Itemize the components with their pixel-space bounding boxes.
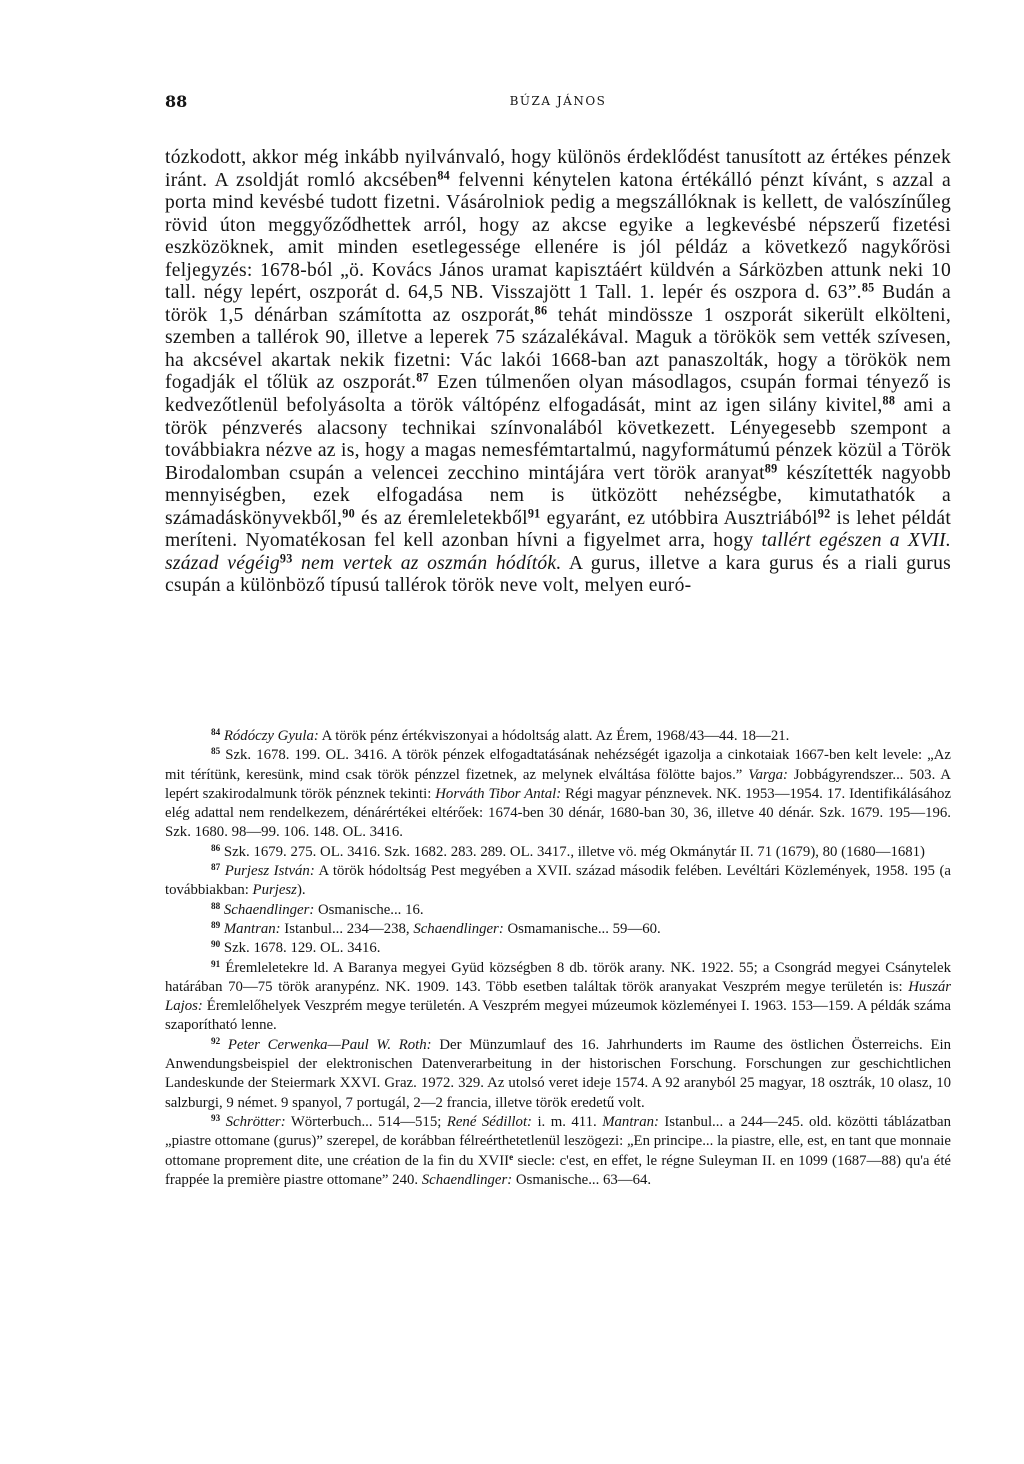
text-run: i. m. 411. — [531, 1113, 603, 1130]
italic-text: Varga: — [748, 766, 788, 783]
italic-text: Mantran: — [220, 920, 281, 937]
footnote-ref: e — [509, 1151, 514, 1162]
text-run: egyaránt, ez utóbbira Ausztriából — [540, 507, 818, 529]
text-run: felvenni kénytelen katona értékálló pénzt kívánt, s azzal a porta mind kevésbé tudott fizetni. Vásárolniok pedig a megszállóknak is kellett, de valószínűleg rövid úton meggyőződhettek arról, hogy az akcse egyike a legkevésbé népszerű fizetési eszközöknek, amit minden esetlegessége ellenére is jól példáz a következő nagykőrösi feljegyzés: 1678-ból „ö. Kovács János uramat kapisztáért küldvén a Sárközben attunk neki 10 tall. négy lepért, oszporát d. 64,5 NB. Visszajött 1 Tall. 1. lepér és oszpora d. 63”. — [165, 169, 952, 304]
italic-text: nem vertek az oszmán hódítók. — [292, 552, 562, 574]
footnote — [165, 1036, 951, 1113]
footnote-ref: 88 — [882, 393, 896, 408]
footnote — [165, 862, 951, 901]
footnote — [165, 920, 951, 939]
text-run: Budán a török 1,5 dénárban számította az oszporát, — [165, 282, 952, 326]
footnote-ref: 93 — [279, 551, 293, 566]
footnote-ref: 88 — [211, 900, 221, 911]
footnotes — [165, 727, 951, 1190]
footnote-ref: 92 — [211, 1035, 221, 1046]
text-run: Ezen túlmenően olyan másodlagos, csupán formai tényező is kedvezőtlenül befolyásolta a török váltópénz elfogadását, mint az igen silány kivitel, — [165, 372, 951, 417]
footnote — [165, 901, 951, 920]
footnote — [165, 727, 951, 746]
text-run: Szk. 1678. 199. OL. 3416. A török pénzek elfogadtatásának nehézségét igazolja a cinkotaiak 1667-ben kelt levele: „Az mit térítünk, keresünk, mind csak török pénzzel fizetnek, az melynek elváltása fölötte bajos.” — [165, 747, 951, 783]
italic-text: Schrötter: — [220, 1113, 286, 1130]
footnote — [165, 843, 951, 862]
footnote-ref: 84 — [211, 726, 221, 737]
text-run: Éremlelőhelyek Veszprém megye területén. A Veszprém megyei múzeumok közleményei I. 1963. 153—159. A példák száma szaporítható lenne. — [165, 998, 951, 1034]
text-run: ). — [296, 882, 306, 899]
footnote — [165, 959, 951, 1036]
text-run: Szk. 1678. 129. OL. 3416. — [220, 940, 381, 957]
footnote-ref: 85 — [861, 280, 875, 295]
italic-text: Huszár Lajos: — [165, 978, 951, 1015]
page-header — [165, 92, 951, 112]
italic-text: Schaendlinger: — [421, 1171, 513, 1188]
footnote-ref: 91 — [527, 506, 541, 521]
text-run: Jobbágyrendszer... 503. A lepért szakirodalmunk török pénznek tekinti: — [165, 766, 951, 802]
footnote-ref: 87 — [211, 862, 221, 873]
main-text — [165, 147, 951, 598]
footnote-ref: 86 — [534, 303, 548, 318]
footnote-ref: 84 — [437, 167, 450, 182]
text-run: A török pénz értékviszonyai a hódoltság alatt. Az Érem, 1968/43—44. 18—21. — [318, 728, 790, 744]
text-run: Régi magyar pénznevek. NK. 1953—1954. 17. Identifikálásához elég adattal nem rendelkezem, dénárértékei eltérőek: 1674-ben 30 dénár, 1680-ban 30, 36, illetve 40 dénár. Szk. 1679. 195—196. Szk. 1680. 98—99. 106. 148. OL. 3416. — [165, 785, 952, 841]
text-run: készítették nagyobb mennyiségben, ezek elfogadása nem is ütközött nehézségbe, kimutathatók a számadáskönyvekből, — [165, 462, 951, 529]
text-run: Der Münzumlauf des 16. Jahrhunderts im Raume des östlichen Österreichs. Ein Anwendungsbeispiel der elektronischen Datenverarbeitung in der historischen Forschung. Forschungen zur geschichtlichen Landeskunde der Steiermark XXVI. Graz. 1972. 329. Az utolsó veret ideje 1574. A 92 aranyból 25 magyar, 18 osztrák, 10 olasz, 10 salzburgi, 9 német. 9 spanyol, 7 portugál, 2—2 francia, illetve török eredetű volt. — [165, 1036, 952, 1111]
footnote-ref: 91 — [211, 958, 221, 969]
text-run: tehát mindössze 1 oszporát sikerült elkölteni, szemben a tallérok 90, illetve a leperek 75 százalékával. Maguk a törökök sem vették szívesen, ha akcsével akartak nekik fizetni: Vác lakói 1668-ban azt panaszolták, hogy a törökök nem fogadják el tőlük az oszporát. — [165, 304, 952, 394]
text-run: Osmanische... 63—64. — [512, 1171, 652, 1188]
text-run: Istanbul... a 244—245. old. közötti táblázatban „piastre ottomane (gurus)” szerepel, de korábban félreérthetetlenül leszögezi: „En principe... la piastre, elle, est, en tant que monnaie ottomane proprement dite, une création de la fin du XVII — [165, 1113, 951, 1169]
text-run: A gurus, illetve a kara gurus és a riali gurus csupán a különböző típusú tallérok török neve volt, melyen euró- — [165, 552, 951, 597]
footnote-ref: 93 — [211, 1112, 221, 1123]
italic-text: Horváth Tibor Antal: — [435, 785, 562, 802]
text-run: Wörterbuch... 514—515; — [285, 1113, 447, 1130]
text-run: Szk. 1679. 275. OL. 3416. Szk. 1682. 283. 289. OL. 3417., illetve vö. még Okmánytár II. 71 (1679), 80 (1680—1681) — [220, 843, 925, 860]
italic-text: tallért egészen a XVII. század végéig — [165, 530, 951, 574]
italic-text: Schaendlinger: — [413, 920, 504, 937]
page-number: 88 — [165, 92, 188, 111]
running-head: BÚZA JÁNOS — [509, 94, 607, 108]
footnote-ref: 92 — [817, 506, 831, 521]
footnote-ref: 89 — [211, 919, 221, 930]
italic-text: Peter Cerwenka—Paul W. Roth: — [220, 1036, 432, 1053]
footnote-ref: 90 — [342, 506, 355, 521]
text-run: ami a török pénzverés alacsony technikai színvonalából következett. Lényegesebb szempont a továbbiakra nézve az is, hogy a magas nemesfémtartalmú, nagyformátumú pénzek közül a Török Birodalomban csupán a velencei zecchino mintájára vert török aranyat — [165, 395, 952, 484]
italic-text: Schaendlinger: — [220, 901, 315, 918]
footnote — [165, 939, 951, 958]
footnote-ref: 85 — [211, 746, 221, 757]
text-run: és az éremleletekből — [354, 507, 528, 529]
text-run: siecle: c'est, en effet, le régne Suleyman II. en 1099 (1687—88) qu'a été frappée la première piastre ottomane” 240. — [165, 1152, 952, 1188]
footnote-ref: 90 — [211, 939, 221, 950]
italic-text: Purjesz István: — [220, 863, 315, 880]
italic-text: Mantran: — [602, 1113, 659, 1130]
text-run: Osmamanische... 59—60. — [503, 920, 661, 937]
italic-text: Ródóczy Gyula: — [220, 728, 319, 744]
text-run: Éremleletekre ld. A Baranya megyei Gyüd községben 8 db. török arany. NK. 1922. 55; a Csongrád megyei Csánytelek határában 70—75 török aranypénz. NK. 1909. 143. Több esetben találtak török aranyakat Veszprém megye területén is: — [165, 959, 951, 995]
text-run: A török hódoltság Pest megyében a XVII. század második felében. Levéltári Közlemények, 1958. 195 (a továbbiakban: — [165, 863, 951, 899]
italic-text: Purjesz — [252, 882, 297, 899]
text-run: is lehet példát meríteni. Nyomatékosan fel kell azonban hívni a figyelmet arra, hogy — [165, 507, 952, 552]
footnote-ref: 89 — [764, 460, 778, 475]
footnote — [165, 1113, 951, 1190]
footnote-ref: 86 — [211, 842, 221, 853]
italic-text: René Sédillot: — [446, 1113, 532, 1130]
text-run: tózkodott, akkor még inkább nyilvánvaló, hogy különös érdeklődést tanusított az értékes pénzek iránt. A zsoldját romló akcsében — [165, 147, 951, 191]
footnote — [165, 746, 951, 842]
footnote-ref: 87 — [416, 370, 429, 385]
text-run: Istanbul... 234—238, — [280, 920, 414, 937]
text-run: Osmanische... 16. — [314, 901, 424, 918]
